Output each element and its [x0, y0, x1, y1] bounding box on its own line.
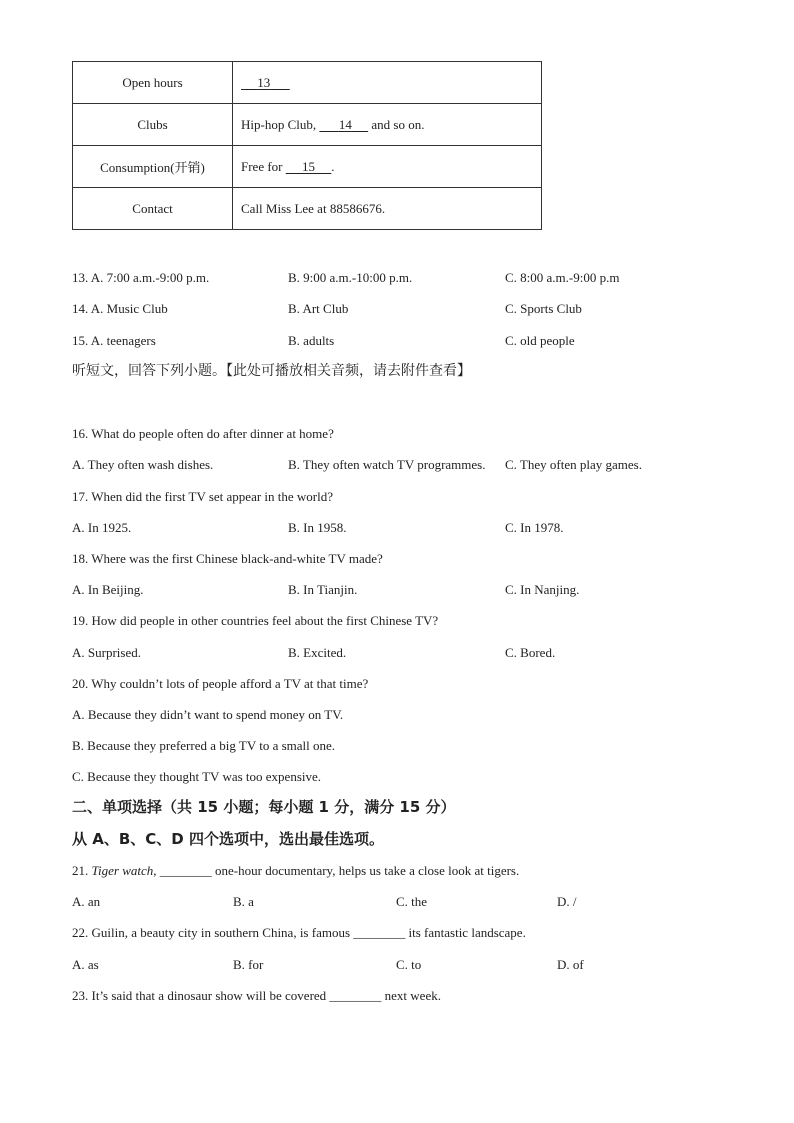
- q20-option-b: B. Because they preferred a big TV to a small one.: [72, 738, 336, 753]
- q19-option-b: B. Excited.: [288, 645, 347, 660]
- q13-option-c: C. 8:00 a.m.-9:00 p.m: [505, 270, 620, 285]
- q19-option-c: C. Bored.: [505, 645, 556, 660]
- table-key: Contact: [73, 188, 233, 230]
- table-row: [73, 104, 542, 146]
- q22-stem: 22. Guilin, a beauty city in southern China, is famous ________ its fantastic landscape.: [72, 925, 526, 940]
- q14-option-a: 14. A. Music Club: [72, 301, 168, 316]
- answer-blank: [319, 117, 368, 132]
- table-value-post: and so on.: [368, 116, 425, 132]
- q23-stem: 23. It’s said that a dinosaur show will be covered ________ next week.: [72, 988, 441, 1003]
- table-key: Clubs: [73, 104, 233, 146]
- q18-option-c: C. In Nanjing.: [505, 582, 580, 597]
- table-value: [233, 146, 542, 188]
- q18-option-a: A. In Beijing.: [72, 582, 144, 597]
- q14-option-b: B. Art Club: [288, 301, 349, 316]
- table-value: [233, 62, 542, 104]
- q19-stem: 19. How did people in other countries feel about the first Chinese TV?: [72, 613, 439, 628]
- q21-option-c: C. the: [396, 894, 428, 909]
- table-value-pre: Hip-hop Club,: [241, 116, 320, 132]
- info-table: [72, 61, 542, 230]
- q15-option-b: B. adults: [288, 333, 335, 348]
- blank-number: 15: [302, 158, 316, 174]
- q18-option-b: B. In Tianjin.: [288, 582, 358, 597]
- table-value-post: .: [331, 158, 335, 174]
- q14-option-c: C. Sports Club: [505, 301, 582, 316]
- q21-number: 21.: [72, 863, 92, 878]
- q16-stem: 16. What do people often do after dinner at home?: [72, 426, 334, 441]
- q15-option-a: 15. A. teenagers: [72, 333, 156, 348]
- q17-option-a: A. In 1925.: [72, 520, 132, 535]
- blank-number: 13: [257, 74, 271, 90]
- listening-instruction: 听短文，回答下列小题。【此处可播放相关音频，请去附件查看】: [72, 363, 471, 379]
- q22-option-c: C. to: [396, 957, 422, 972]
- table-value: [233, 188, 542, 230]
- table-value-pre: Free for: [241, 158, 286, 174]
- q20-option-a: A. Because they didn’t want to spend money on TV.: [72, 707, 344, 722]
- blank-number: 14: [338, 116, 352, 132]
- q19-option-a: A. Surprised.: [72, 645, 141, 660]
- table-key: Open hours: [73, 62, 233, 104]
- q22-option-a: A. as: [72, 957, 99, 972]
- q16-option-b: B. They often watch TV programmes.: [288, 457, 486, 472]
- section-2-title: 二、单项选择（共 15 小题；每小题 1 分，满分 15 分）: [72, 798, 456, 816]
- q17-option-b: B. In 1958.: [288, 520, 347, 535]
- q13-option-a: 13. A. 7:00 a.m.-9:00 p.m.: [72, 270, 210, 285]
- q21-option-a: A. an: [72, 894, 101, 909]
- q20-stem: 20. Why couldn’t lots of people afford a TV at that time?: [72, 676, 369, 691]
- q21-title: Tiger watch: [91, 863, 154, 878]
- q22-option-d: D. of: [557, 957, 584, 972]
- q16-option-c: C. They often play games.: [505, 457, 642, 472]
- answer-blank: [286, 158, 335, 174]
- q17-option-c: C. In 1978.: [505, 520, 564, 535]
- q18-stem: 18. Where was the first Chinese black-and-white TV made?: [72, 551, 383, 566]
- q21-option-d: D. /: [557, 894, 577, 909]
- q21-rest: , ________ one-hour documentary, helps us take a close look at tigers.: [153, 863, 520, 878]
- table-key: Consumption(开销): [73, 146, 233, 188]
- q21-option-b: B. a: [233, 894, 254, 909]
- table-row: [73, 188, 542, 230]
- q13-option-b: B. 9:00 a.m.-10:00 p.m.: [288, 270, 413, 285]
- q21-stem: [72, 863, 519, 879]
- q16-option-a: A. They often wash dishes.: [72, 457, 214, 472]
- table-row: [73, 62, 542, 104]
- table-value: [233, 104, 542, 146]
- q20-option-c: C. Because they thought TV was too expensive.: [72, 769, 322, 784]
- table-row: [73, 146, 542, 188]
- answer-blank: [241, 75, 290, 90]
- q17-stem: 17. When did the first TV set appear in the world?: [72, 489, 334, 504]
- section-2-instruction: 从 A、B、C、D 四个选项中，选出最佳选项。: [72, 830, 384, 848]
- table-value-pre: Call Miss Lee at 88586676.: [241, 200, 386, 216]
- q22-option-b: B. for: [233, 957, 264, 972]
- q15-option-c: C. old people: [505, 333, 575, 348]
